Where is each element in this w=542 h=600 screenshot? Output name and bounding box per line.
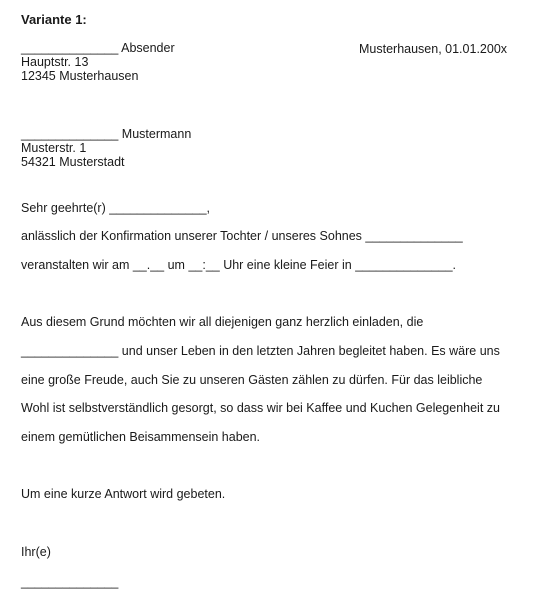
body-line: eine große Freude, auch Sie zu unseren Gästen zählen zu dürfen. Für das leibliche [21, 373, 483, 387]
recipient-city: 54321 Musterstadt [21, 155, 125, 169]
document-title: Variante 1: [21, 12, 87, 27]
sender-street: Hauptstr. 13 [21, 55, 89, 69]
body-line: Wohl ist selbstverständlich gesorgt, so dass wir bei Kaffee und Kuchen Gelegenheit zu [21, 401, 500, 415]
body-line: anlässlich der Konfirmation unserer Tochter / unseres Sohnes ______________ [21, 229, 463, 243]
salutation: Sehr geehrte(r) ______________, [21, 201, 211, 215]
recipient-name-line: ______________ Mustermann [21, 127, 192, 141]
signature-line: ______________ [21, 575, 119, 589]
body-line: veranstalten wir am __.__ um __:__ Uhr eine kleine Feier in ______________. [21, 258, 456, 272]
body-line: Um eine kurze Antwort wird gebeten. [21, 487, 226, 501]
place-date: Musterhausen, 01.01.200x [359, 42, 508, 56]
sender-name-line: ______________ Absender [21, 41, 175, 55]
body-line: ______________ und unser Leben in den letzten Jahren begleitet haben. Es wäre uns [21, 344, 500, 358]
body-line: Aus diesem Grund möchten wir all diejenigen ganz herzlich einladen, die [21, 315, 424, 329]
body-line: einem gemütlichen Beisammensein haben. [21, 430, 261, 444]
recipient-street: Musterstr. 1 [21, 141, 87, 155]
sender-city: 12345 Musterhausen [21, 69, 139, 83]
closing: Ihr(e) [21, 545, 51, 559]
